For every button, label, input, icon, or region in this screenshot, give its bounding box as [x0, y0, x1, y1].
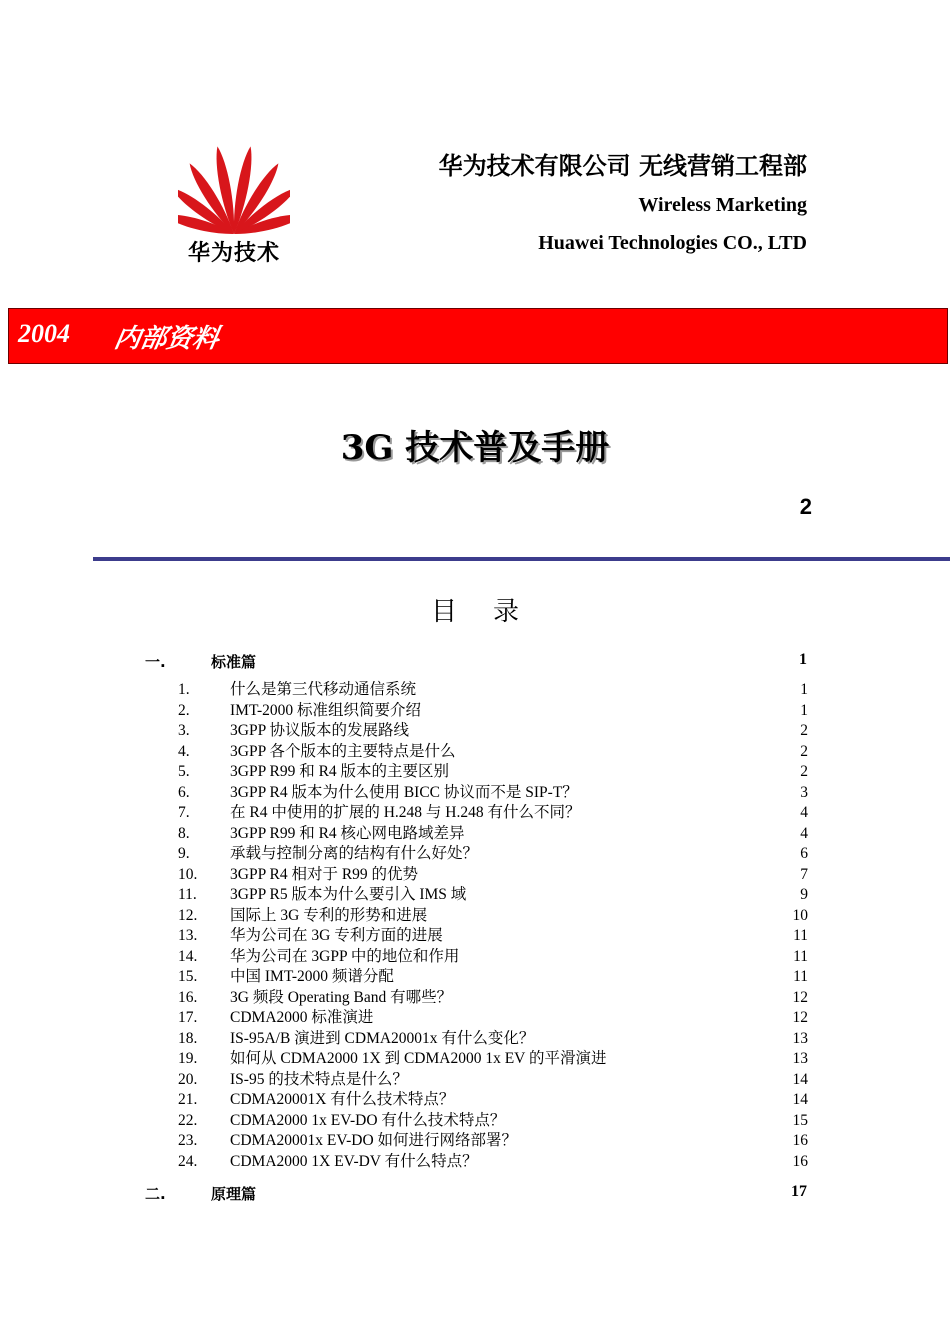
toc-entry[interactable] [178, 926, 808, 947]
entry-page: 11 [793, 927, 808, 944]
entry-number: 4. [178, 742, 190, 760]
entry-page: 16 [792, 1152, 808, 1170]
entry-number: 7. [178, 804, 190, 821]
toc-entry[interactable] [178, 824, 808, 845]
section-title: 原理篇 [211, 1185, 257, 1203]
toc-entry[interactable] [178, 1131, 808, 1152]
entry-page: 11 [793, 947, 808, 965]
document-number: 2 [799, 494, 812, 519]
huawei-petals-icon [178, 138, 290, 238]
entry-title: 华为公司在 3G 专利方面的进展 [230, 927, 443, 944]
entry-number: 20. [178, 1070, 198, 1088]
entry-number: 15. [178, 968, 198, 985]
toc-entry[interactable] [178, 762, 808, 783]
entry-number: 12. [178, 906, 198, 924]
toc-entry[interactable] [178, 906, 808, 927]
entry-title: 华为公司在 3GPP 中的地位和作用 [230, 947, 460, 965]
entry-number: 9. [178, 845, 190, 862]
entry-title: IS-95 的技术特点是什么？ [230, 1070, 408, 1088]
entry-number: 21. [178, 1091, 198, 1108]
entry-number: 18. [178, 1029, 198, 1047]
company-name-en: Huawei Technologies CO., LTD [538, 232, 807, 254]
section-number: 二. [145, 1185, 166, 1203]
entry-page: 2 [800, 763, 808, 780]
toc-entry[interactable] [178, 1008, 808, 1029]
entry-title: CDMA2000 标准演进 [230, 1009, 374, 1026]
logo-text: 华为技术 [187, 241, 280, 266]
toc-section[interactable] [145, 651, 807, 673]
entry-title: 3G 频段 Operating Band 有哪些？ [230, 988, 453, 1006]
toc-entry[interactable] [178, 783, 808, 804]
toc-entry[interactable] [178, 701, 808, 722]
banner-label: 内部资料 [111, 324, 222, 354]
toc-entry[interactable] [178, 721, 808, 742]
toc-entry[interactable] [178, 1029, 808, 1050]
entry-number: 10. [178, 865, 198, 883]
entry-page: 11 [793, 968, 808, 985]
toc-entry[interactable] [178, 988, 808, 1009]
entry-title: 3GPP R99 和 R4 核心网电路域差异 [230, 824, 465, 842]
banner-year: 2004 [18, 319, 70, 348]
toc-entry[interactable] [178, 803, 808, 824]
toc-heading-char: 录 [493, 597, 520, 627]
toc-entry[interactable] [178, 1070, 808, 1091]
document-title: 3G 技术普及手册 [340, 428, 610, 468]
entry-number: 3. [178, 722, 190, 739]
entry-title: CDMA2000 1X EV-DV 有什么特点？ [230, 1152, 478, 1170]
entry-page: 4 [800, 824, 808, 842]
company-name-cn: 华为技术有限公司 无线营销工程部 [438, 152, 807, 180]
entry-number: 5. [178, 763, 190, 780]
entry-number: 14. [178, 947, 198, 965]
entry-title: 中国 IMT-2000 频谱分配 [230, 968, 394, 985]
entry-page: 10 [792, 906, 808, 924]
entry-page: 12 [792, 1009, 808, 1026]
entry-number: 17. [178, 1009, 198, 1026]
entry-page: 6 [800, 845, 808, 862]
entry-page: 1 [800, 701, 808, 719]
toc-heading-char: 目 [430, 597, 457, 627]
section-number: 一. [145, 653, 166, 671]
entry-title: CDMA20001X 有什么技术特点？ [230, 1091, 455, 1108]
entry-page: 14 [792, 1091, 808, 1108]
toc-heading [0, 591, 950, 628]
toc-section[interactable] [145, 1183, 807, 1205]
entry-number: 8. [178, 824, 190, 842]
entry-number: 23. [178, 1132, 198, 1149]
toc-entry[interactable] [178, 1049, 808, 1070]
entry-page: 12 [792, 988, 808, 1006]
entry-number: 13. [178, 927, 198, 944]
toc-entry[interactable] [178, 885, 808, 906]
entry-page: 16 [792, 1132, 808, 1149]
entry-title: 3GPP 协议版本的发展路线 [230, 722, 409, 739]
toc-entry[interactable] [178, 1090, 808, 1111]
entry-page: 14 [792, 1070, 808, 1088]
entry-number: 24. [178, 1152, 198, 1170]
entry-title: 3GPP 各个版本的主要特点是什么 [230, 742, 456, 760]
entry-title: 3GPP R4 版本为什么使用 BICC 协议而不是 SIP-T？ [230, 783, 578, 801]
divider-rule [93, 557, 950, 561]
entry-title: 承载与控制分离的结构有什么好处？ [230, 845, 479, 862]
internal-banner [8, 308, 948, 364]
entry-title: IS-95A/B 演进到 CDMA20001x 有什么变化？ [230, 1029, 535, 1047]
section-page: 1 [799, 651, 807, 668]
entry-title: 3GPP R99 和 R4 版本的主要区别 [230, 763, 450, 780]
entry-number: 19. [178, 1050, 198, 1067]
huawei-logo [168, 138, 298, 270]
entry-page: 9 [800, 886, 808, 903]
entry-title: 什么是第三代移动通信系统 [230, 681, 417, 698]
entry-page: 4 [800, 804, 808, 821]
toc-entry[interactable] [178, 1152, 808, 1173]
toc-entry[interactable] [178, 680, 808, 701]
entry-title: IMT-2000 标准组织简要介绍 [230, 701, 422, 719]
entry-number: 6. [178, 783, 190, 801]
entry-number: 1. [178, 681, 190, 698]
entry-page: 3 [800, 783, 808, 801]
entry-title: 3GPP R5 版本为什么要引入 IMS 域 [230, 886, 467, 903]
entry-number: 22. [178, 1111, 198, 1129]
entry-title: 3GPP R4 相对于 R99 的优势 [230, 865, 419, 883]
entry-page: 2 [800, 742, 808, 760]
entry-page: 7 [800, 865, 808, 883]
toc-entry[interactable] [178, 967, 808, 988]
entry-page: 2 [800, 722, 808, 739]
toc-entry-list [178, 680, 808, 1172]
section-page: 17 [791, 1183, 807, 1200]
entry-number: 16. [178, 988, 198, 1006]
toc-entry[interactable] [178, 947, 808, 968]
entry-title: CDMA2000 1x EV-DO 有什么技术特点？ [230, 1111, 506, 1129]
entry-title: 如何从 CDMA2000 1X 到 CDMA2000 1x EV 的平滑演进 [230, 1050, 607, 1067]
entry-page: 15 [792, 1111, 808, 1129]
entry-title: CDMA20001x EV-DO 如何进行网络部署？ [230, 1132, 518, 1149]
toc-entry[interactable] [178, 844, 808, 865]
entry-number: 11. [178, 886, 197, 903]
company-dept-en: Wireless Marketing [638, 194, 807, 216]
section-title: 标准篇 [211, 653, 257, 671]
entry-page: 13 [792, 1029, 808, 1047]
toc-entry[interactable] [178, 1111, 808, 1132]
entry-page: 1 [800, 681, 808, 698]
entry-number: 2. [178, 701, 190, 719]
entry-page: 13 [792, 1050, 808, 1067]
entry-title: 国际上 3G 专利的形势和进展 [230, 906, 428, 924]
toc-entry[interactable] [178, 865, 808, 886]
entry-title: 在 R4 中使用的扩展的 H.248 与 H.248 有什么不同？ [230, 804, 581, 821]
toc-entry[interactable] [178, 742, 808, 763]
